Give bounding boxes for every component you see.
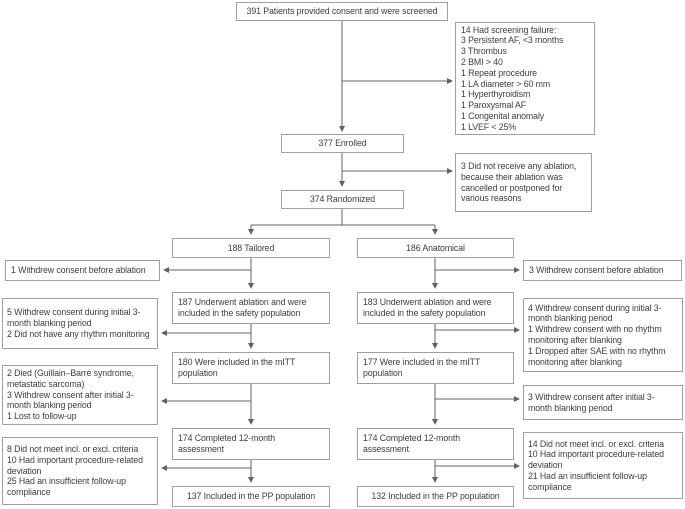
screening-failure-item: 1 Paroxysmal AF [461,100,526,111]
tailored-pp-text: 137 Included in the PP population [186,491,316,502]
tailored-completed-text: 174 Completed 12-month assessment [178,433,276,454]
box-screened [236,2,448,21]
box-anatomical-mitt [357,352,514,384]
screening-failure-item: 1 LA diameter > 60 mm [461,78,551,89]
box-randomized-text: 374 Randomized [309,194,376,205]
arm-anatomical-label: 186 Anatomical [406,242,465,253]
box-tailored-mitt [172,352,330,384]
screening-failure-item: 1 LVEF < 25% [461,121,517,132]
screening-failure-item: 3 Thrombus [461,46,507,57]
arm-tailored-label: 188 Tailored [227,242,275,253]
tailored-mitt-text: 180 Were included in the mITT population [178,357,296,378]
anatomical-withdrew-after-text: 3 Withdrew consent after initial 3-month blanking period [528,391,655,413]
box-anatomical-withdrew-before [523,260,682,281]
anatomical-pp-exclusion-item: 10 Had important procedure-related deviation [528,449,664,471]
tailored-post-blanking-item: 2 Died (Guillain–Barré syndrome, metastatic sarcoma) [7,368,134,389]
box-anatomical-safety [357,292,514,324]
anatomical-blanking-exclusion-item: 1 Withdrew consent with no rhythm monitoring after blanking [528,324,662,345]
anatomical-pp-text: 132 Included in the PP population [371,491,500,502]
box-no-ablation-text: 3 Did not receive any ablation, because their ablation was cancelled or postponed for various reasons [461,160,577,204]
box-enrolled [281,134,404,153]
tailored-post-blanking-item: 3 Withdrew consent after initial 3-month blanking period [7,389,134,411]
anatomical-safety-text: 183 Underwent ablation and were included in the safety population [363,297,492,318]
box-tailored-post-blanking-exclusions [2,365,158,425]
box-tailored-withdrew-before [5,260,160,281]
box-randomized [281,190,404,209]
screening-failure-item: 1 Congenital anomaly [461,110,545,121]
box-arm-anatomical [357,238,514,258]
anatomical-mitt-text: 177 Were included in the mITT population [363,357,481,378]
box-no-ablation [455,153,592,212]
screening-failure-item: 2 BMI > 40 [461,56,503,67]
screening-failure-item: 1 Hyperthyroidism [461,89,531,100]
anatomical-withdrew-before-text: 3 Withdrew consent before ablation [529,265,664,276]
tailored-blanking-exclusion-item: 2 Did not have any rhythm monitoring [7,328,150,339]
box-tailored-blanking-exclusions [2,298,158,349]
anatomical-blanking-exclusion-item: 4 Withdrew consent during initial 3-month blanking period [528,302,662,324]
box-screening-failure [455,22,595,135]
box-tailored-pp-exclusions [2,437,158,505]
tailored-post-blanking-item: 1 Lost to follow-up [7,411,77,422]
anatomical-blanking-exclusion-item: 1 Dropped after SAE with no rhythm monitoring after blanking [528,345,666,367]
box-tailored-safety [172,292,330,324]
tailored-blanking-exclusion-item: 5 Withdrew consent during initial 3-month blanking period [7,307,141,329]
anatomical-pp-exclusion-item: 14 Did not meet incl. or excl. criteria [528,438,664,449]
box-anatomical-blanking-exclusions [523,298,683,372]
box-anatomical-withdrew-after [523,385,683,420]
box-anatomical-completed [357,428,514,460]
tailored-withdrew-before-text: 1 Withdrew consent before ablation [11,265,146,276]
anatomical-pp-exclusion-item: 21 Had an insufficient follow-up compliance [528,470,647,492]
tailored-pp-exclusion-item: 8 Did not meet incl. or excl. criteria [7,444,139,454]
screening-failure-item: 1 Repeat procedure [461,67,537,78]
box-anatomical-pp-exclusions [523,432,683,499]
box-screened-text: 391 Patients provided consent and were screened [246,6,438,17]
box-tailored-pp [172,486,330,507]
tailored-pp-exclusion-item: 10 Had important procedure-related deviation [7,454,143,476]
screening-failure-item: 14 Had screening failure: [461,24,557,35]
tailored-safety-text: 187 Underwent ablation and were included in the safety population [178,297,307,318]
tailored-pp-exclusion-item: 25 Had an insufficient follow-up compliance [7,476,126,498]
box-tailored-completed [172,428,330,460]
anatomical-completed-text: 174 Completed 12-month assessment [363,433,461,454]
box-anatomical-pp [357,486,514,507]
screening-failure-item: 3 Persistent AF, <3 months [461,35,564,46]
box-enrolled-text: 377 Enrolled [318,138,367,149]
box-arm-tailored [172,238,330,258]
